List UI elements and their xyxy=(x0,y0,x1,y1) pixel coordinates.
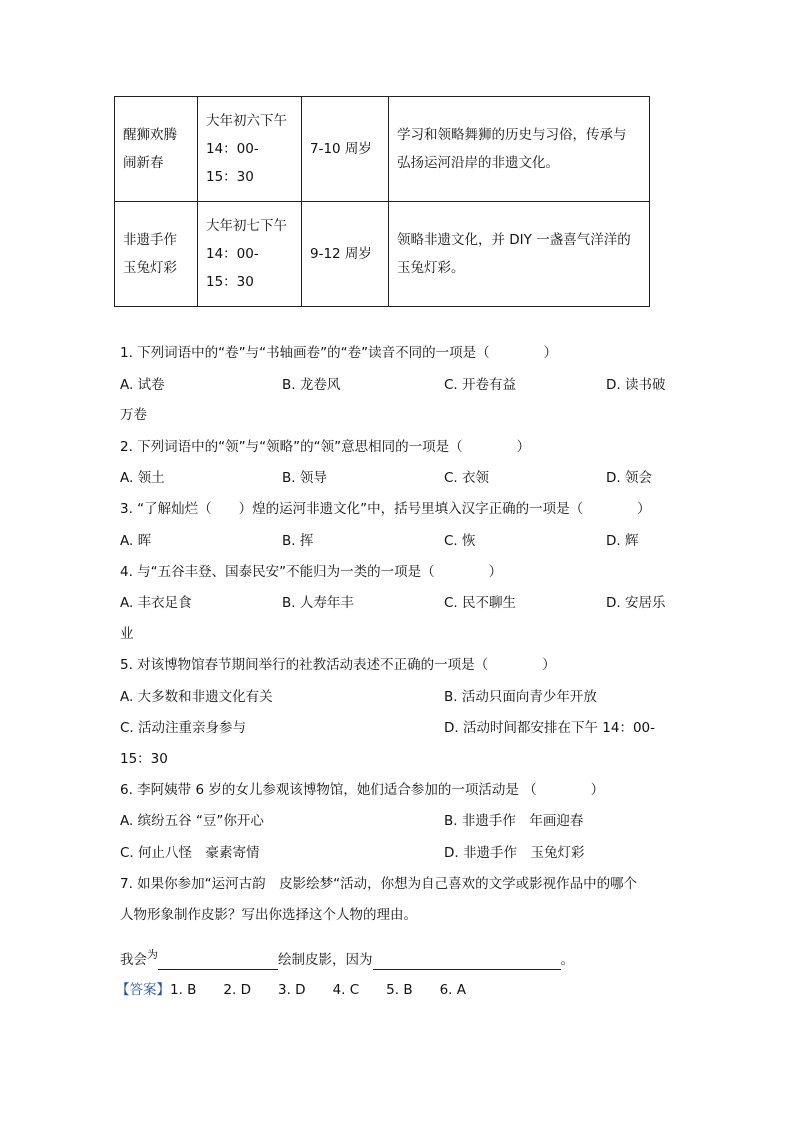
question-5-stem: 5. 对该博物馆春节期间举行的社教活动表述不正确的一项是（ ） xyxy=(120,657,556,673)
question-6-option-d: D. 非遗手作 玉兔灯彩 xyxy=(444,845,585,861)
question-5-option-c: C. 活动注重亲身参与 xyxy=(120,720,247,736)
question-1-option-d-continued: 万卷 xyxy=(120,407,147,423)
activity-name: 非遗手作 xyxy=(123,232,177,248)
activity-description: 学习和领略舞狮的历史与习俗，传承与 xyxy=(397,127,627,143)
question-3-option-b: B. 挥 xyxy=(282,533,314,549)
question-6-option-c: C. 何止八怪 豪素寄情 xyxy=(120,845,260,861)
question-3-stem: 3. “了解灿烂（ ）煌的运河非遗文化”中，括号里填入汉字正确的一项是（ ） xyxy=(120,501,651,517)
activity-time: 15：30 xyxy=(206,274,254,290)
question-5-option-d: D. 活动时间都安排在下午 14：00- xyxy=(444,720,655,736)
question-2-option-c: C. 衣领 xyxy=(444,470,490,486)
question-5-option-a: A. 大多数和非遗文化有关 xyxy=(120,689,273,705)
activity-age: 9-12 周岁 xyxy=(310,246,372,262)
activity-age-cell xyxy=(302,97,389,202)
activity-desc-cell xyxy=(389,97,650,202)
question-5-option-b: B. 活动只面向青少年开放 xyxy=(444,689,597,705)
question-4-stem: 4. 与“五谷丰登、国泰民安”不能归为一类的一项是（ ） xyxy=(120,564,503,580)
fill-text: 绘制皮影，因为 xyxy=(278,952,373,968)
activity-age: 7-10 周岁 xyxy=(310,141,372,157)
question-3-option-a: A. 晖 xyxy=(120,533,152,549)
question-7-stem: 7. 如果你参加“运河古韵 皮影绘梦“活动，你想为自己喜欢的文学或影视作品中的哪个 xyxy=(120,876,638,892)
question-6-option-a: A. 缤纷五谷 “豆”你开心 xyxy=(120,813,264,829)
question-2-option-a: A. 领土 xyxy=(120,470,165,486)
activity-name: 闹新春 xyxy=(123,155,164,171)
activity-desc-cell xyxy=(389,202,650,307)
activity-time-cell xyxy=(198,202,302,307)
activity-time: 大年初七下午 xyxy=(206,218,287,234)
fill-text: 。 xyxy=(560,952,574,968)
question-1-option-d: D. 读书破 xyxy=(606,377,666,393)
question-6-option-b: B. 非遗手作 年画迎春 xyxy=(444,813,584,829)
table-row xyxy=(115,202,650,307)
question-7-fill-in xyxy=(120,945,574,970)
activity-time: 15：30 xyxy=(206,169,254,185)
activity-schedule-table xyxy=(114,96,650,307)
question-4-option-c: C. 民不聊生 xyxy=(444,595,517,611)
question-2-option-b: B. 领导 xyxy=(282,470,327,486)
question-1-option-c: C. 开卷有益 xyxy=(444,377,517,393)
activity-name-cell xyxy=(115,97,198,202)
activity-time: 14：00- xyxy=(206,141,259,157)
answer-tag: 【答案】 xyxy=(116,982,170,998)
question-1-option-b: B. 龙卷风 xyxy=(282,377,341,393)
question-4-option-b: B. 人寿年丰 xyxy=(282,595,354,611)
fill-text-superscript: 为 xyxy=(147,948,158,961)
question-6-stem: 6. 李阿姨带 6 岁的女儿参观该博物馆，她们适合参加的一项活动是 （ ） xyxy=(120,782,605,798)
activity-description: 领略非遗文化，并 DIY 一盏喜气洋洋的 xyxy=(397,232,631,248)
activity-name-cell xyxy=(115,202,198,307)
question-2-option-d: D. 领会 xyxy=(606,470,652,486)
question-1-stem: 1. 下列词语中的“卷”与“书轴画卷”的“卷”读音不同的一项是（ ） xyxy=(120,345,558,361)
answer-blank-reason[interactable] xyxy=(373,953,561,970)
question-2-stem: 2. 下列词语中的“领”与“领略”的“领”意思相同的一项是（ ） xyxy=(120,439,531,455)
activity-name: 醒狮欢腾 xyxy=(123,127,177,143)
activity-name: 玉兔灯彩 xyxy=(123,260,177,276)
activity-time: 14：00- xyxy=(206,246,259,262)
question-4-option-d-continued: 业 xyxy=(120,626,134,642)
activity-time: 大年初六下午 xyxy=(206,113,287,129)
answer-key xyxy=(116,980,466,1000)
fill-text: 我会 xyxy=(120,952,147,968)
question-4-option-d: D. 安居乐 xyxy=(606,595,666,611)
question-3-option-d: D. 辉 xyxy=(606,533,639,549)
question-5-option-d-continued: 15：30 xyxy=(120,751,168,767)
answer-text: 1. B 2. D 3. D 4. C 5. B 6. A xyxy=(170,982,467,998)
question-3-option-c: C. 恢 xyxy=(444,533,476,549)
question-7-stem-continued: 人物形象制作皮影？写出你选择这个人物的理由。 xyxy=(120,907,417,923)
activity-age-cell xyxy=(302,202,389,307)
table-row xyxy=(115,97,650,202)
question-4-option-a: A. 丰衣足食 xyxy=(120,595,192,611)
question-1-option-a: A. 试卷 xyxy=(120,377,165,393)
answer-blank-character[interactable] xyxy=(158,953,278,970)
activity-description: 玉兔灯彩。 xyxy=(397,260,465,276)
activity-description: 弘扬运河沿岸的非遗文化。 xyxy=(397,155,559,171)
activity-time-cell xyxy=(198,97,302,202)
